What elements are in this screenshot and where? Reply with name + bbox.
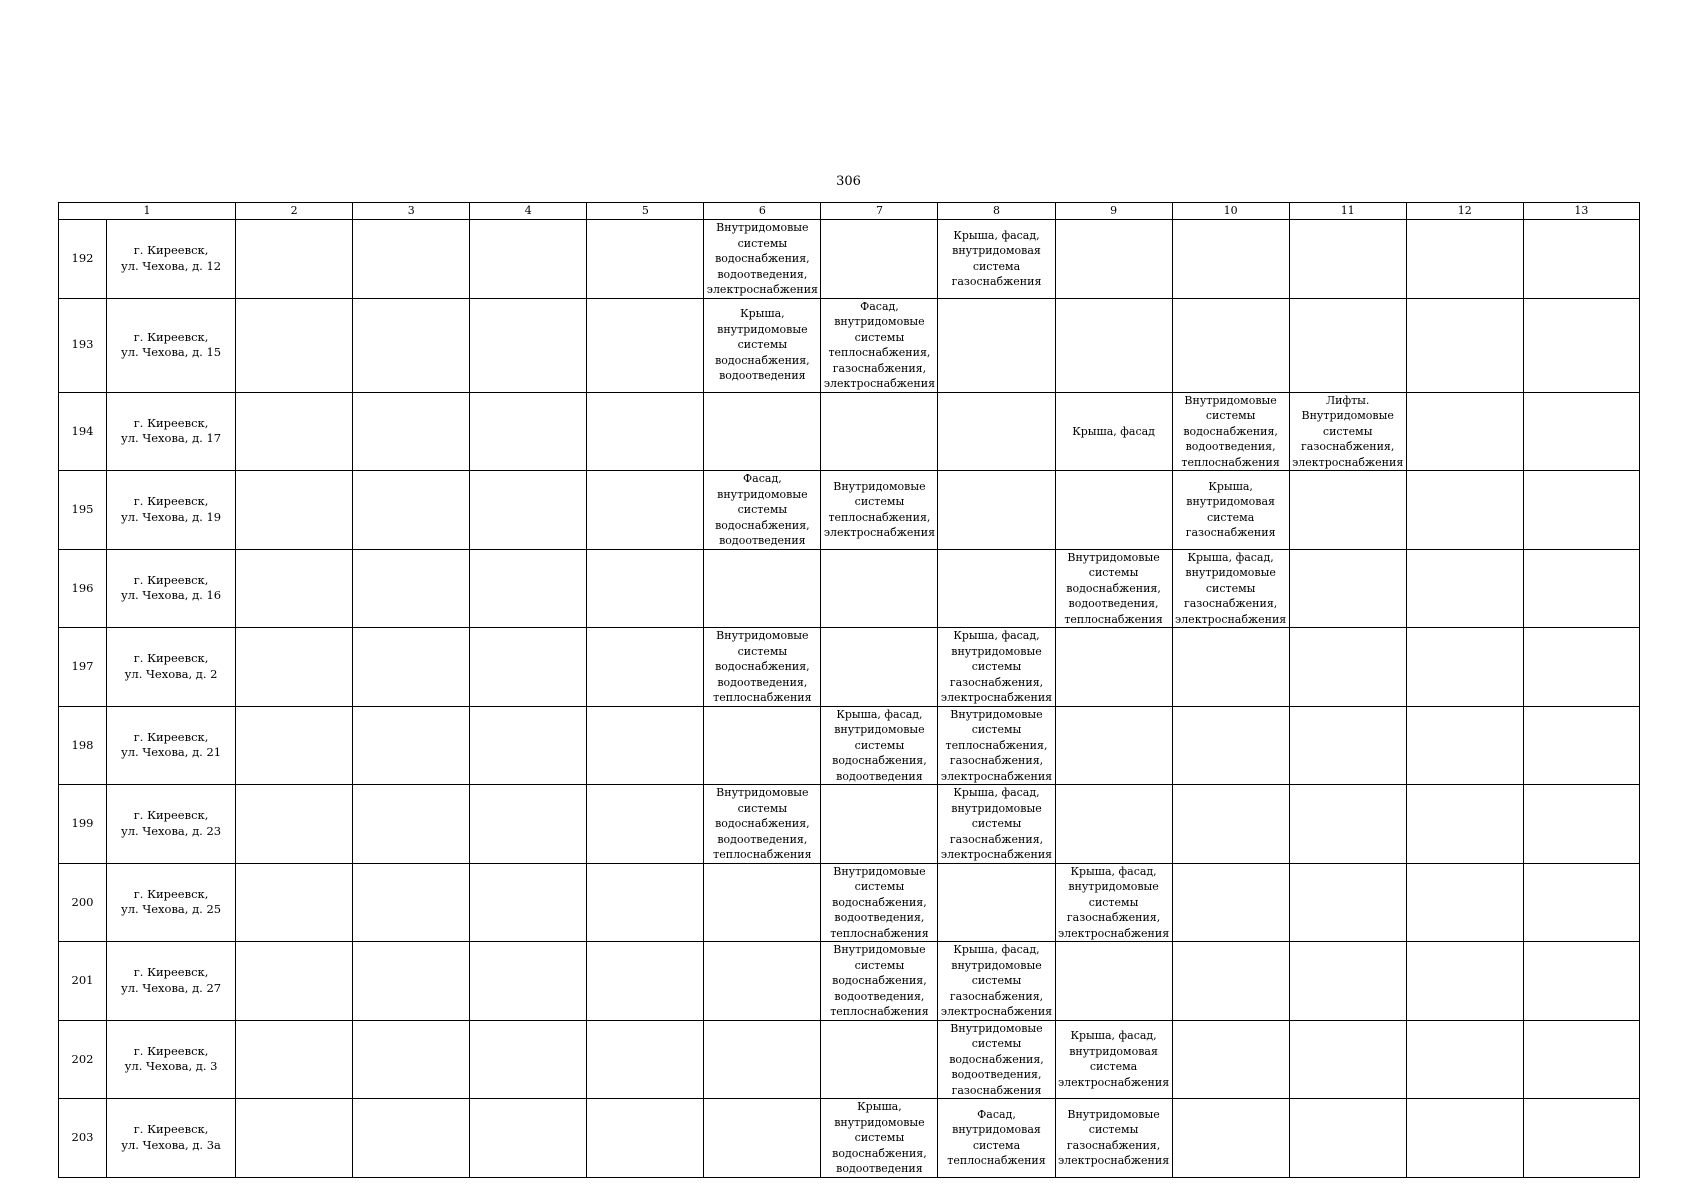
work-cell [353,785,470,864]
work-cell [704,628,821,707]
work-cell [1055,549,1172,628]
address-line: ул. Чехова, д. 23 [120,823,222,838]
column-header: 13 [1523,203,1639,220]
work-cell [1523,471,1639,550]
work-cell [1172,1099,1289,1178]
row-number: 201 [59,942,107,1021]
work-cell [704,785,821,864]
work-cell [938,706,1055,785]
work-cell [236,220,353,299]
table-row [59,471,1640,550]
table-row [59,863,1640,942]
column-header: 9 [1055,203,1172,220]
address-line: ул. Чехова, д. 2 [124,666,218,681]
work-cell [1406,392,1523,471]
work-cell [587,298,704,392]
work-cell [470,1099,587,1178]
work-cell [1406,785,1523,864]
table-row [59,549,1640,628]
column-header: 2 [236,203,353,220]
work-cell [1172,471,1289,550]
work-cell [704,1099,821,1178]
work-cell [704,298,821,392]
work-description: Внутридомовые системы водоснабжения, водоотведения, теплоснабжения [713,786,812,861]
work-cell [236,298,353,392]
work-cell [1055,1020,1172,1099]
table-row [59,1099,1640,1178]
work-cell [353,549,470,628]
work-cell [938,298,1055,392]
table-row [59,220,1640,299]
table-row [59,392,1640,471]
table-body [59,220,1640,1178]
work-cell [821,220,938,299]
work-cell [353,942,470,1021]
repair-schedule-table [58,202,1640,1178]
work-cell [587,1099,704,1178]
work-cell [704,549,821,628]
row-number: 202 [59,1020,107,1099]
work-cell [470,706,587,785]
address-cell [107,942,236,1021]
work-cell [1523,863,1639,942]
work-cell [353,392,470,471]
work-description: Внутридомовые системы водоснабжения, водоотведения, газоснабжения [949,1021,1044,1097]
table-row [59,706,1640,785]
work-cell [938,785,1055,864]
work-cell [821,863,938,942]
table-row [59,298,1640,392]
work-cell [1055,471,1172,550]
work-cell [1406,220,1523,299]
column-header: 8 [938,203,1055,220]
work-cell [704,863,821,942]
address-line: г. Киреевск, [133,886,209,901]
work-description: Внутридомовые системы газоснабжения, электроснабжения [1057,1107,1170,1168]
table-row [59,942,1640,1021]
address-line: г. Киреевск, [133,243,209,258]
work-cell [1172,1020,1289,1099]
work-cell [1055,706,1172,785]
address-cell [107,706,236,785]
column-header: 12 [1406,203,1523,220]
column-header: 3 [353,203,470,220]
work-description: Крыша, фасад, внутридомовая система газоснабжения [951,228,1042,289]
address-line: г. Киреевск, [133,729,209,744]
work-cell [470,785,587,864]
work-cell [821,1099,938,1178]
work-cell [1523,942,1639,1021]
work-cell [1055,220,1172,299]
address-line: ул. Чехова, д. 3 [124,1059,218,1074]
work-cell [821,549,938,628]
work-cell [821,298,938,392]
work-cell [1406,1020,1523,1099]
work-description: Фасад, внутридомовая система теплоснабжения [947,1107,1046,1168]
work-cell [938,471,1055,550]
address-cell [107,549,236,628]
work-cell [236,706,353,785]
address-cell [107,298,236,392]
work-description: Фасад, внутридомовые системы водоснабжения, водоотведения [715,472,810,547]
address-line: ул. Чехова, д. 16 [120,588,222,603]
work-cell [587,392,704,471]
address-line: ул. Чехова, д. 19 [120,509,222,524]
work-cell [1523,785,1639,864]
work-cell [1289,220,1406,299]
work-cell [353,628,470,707]
work-cell [938,392,1055,471]
address-cell [107,628,236,707]
work-cell [236,942,353,1021]
work-cell [1055,863,1172,942]
work-cell [1172,863,1289,942]
work-cell [587,1020,704,1099]
work-cell [1289,706,1406,785]
work-cell [470,298,587,392]
work-cell [821,628,938,707]
work-cell [587,785,704,864]
work-description: Крыша, фасад, внутридомовые системы газоснабжения, электроснабжения [1057,864,1170,940]
page-number: 306 [836,174,861,189]
address-line: ул. Чехова, д. 25 [120,902,222,917]
work-cell [587,863,704,942]
work-cell [1055,942,1172,1021]
work-cell [938,1020,1055,1099]
work-cell [1172,392,1289,471]
work-description: Внутридомовые системы водоснабжения, водоотведения, теплоснабжения [830,943,929,1018]
work-cell [587,549,704,628]
address-line: г. Киреевск, [133,415,209,430]
work-cell [1055,785,1172,864]
work-cell [704,942,821,1021]
address-cell [107,1020,236,1099]
column-header: 4 [470,203,587,220]
work-cell [353,471,470,550]
column-header: 10 [1172,203,1289,220]
table-row [59,628,1640,707]
address-line: г. Киреевск, [133,1043,209,1058]
work-cell [353,1020,470,1099]
work-cell [470,220,587,299]
work-cell [1289,628,1406,707]
work-cell [1406,549,1523,628]
work-description: Внутридомовые системы водоснабжения, водоотведения, теплоснабжения [1181,393,1280,469]
work-cell [1172,298,1289,392]
table-row [59,785,1640,864]
work-description: Лифты. Внутридомовые системы газоснабжения, электроснабжения [1292,393,1404,469]
work-cell [704,706,821,785]
work-description: Крыша, фасад, внутридомовые системы водоснабжения, водоотведения [832,707,927,783]
table-row [59,1020,1640,1099]
work-cell [236,785,353,864]
work-cell [938,863,1055,942]
address-line: г. Киреевск, [133,572,209,587]
address-line: ул. Чехова, д. 12 [120,258,222,273]
work-description: Фасад, внутридомовые системы теплоснабжения, газоснабжения, электроснабжения [823,299,936,390]
address-line: г. Киреевск, [133,494,209,509]
work-cell [1406,628,1523,707]
row-number: 197 [59,628,107,707]
column-number-row [59,203,1640,220]
address-cell [107,392,236,471]
work-description: Крыша, внутридомовые системы водоснабжения, водоотведения [832,1100,927,1175]
address-cell [107,220,236,299]
address-line: ул. Чехова, д. 3а [121,1137,221,1152]
work-cell [821,942,938,1021]
address-line: г. Киреевск, [133,808,209,823]
address-line: ул. Чехова, д. 21 [120,745,222,760]
work-cell [1523,549,1639,628]
work-cell [587,471,704,550]
row-number: 193 [59,298,107,392]
work-cell [236,628,353,707]
work-cell [353,863,470,942]
work-cell [1055,298,1172,392]
work-cell [236,1099,353,1178]
work-description: Внутридомовые системы водоснабжения, водоотведения, электроснабжения [706,221,818,296]
work-cell [470,863,587,942]
work-description: Внутридомовые системы теплоснабжения, газоснабжения, электроснабжения [940,707,1053,783]
work-cell [1523,1099,1639,1178]
work-cell [821,1020,938,1099]
column-header: 7 [821,203,938,220]
work-cell [1055,1099,1172,1178]
row-number: 192 [59,220,107,299]
work-cell [236,549,353,628]
row-number: 199 [59,785,107,864]
address-line: г. Киреевск, [133,1122,209,1137]
address-line: г. Киреевск, [133,329,209,344]
work-cell [236,392,353,471]
work-cell [1406,706,1523,785]
work-cell [1172,942,1289,1021]
work-cell [704,220,821,299]
work-cell [587,220,704,299]
address-cell [107,1099,236,1178]
work-cell [821,706,938,785]
work-cell [587,706,704,785]
column-header: 6 [704,203,821,220]
address-cell [107,863,236,942]
work-description: Крыша, фасад [1072,424,1155,438]
work-cell [704,1020,821,1099]
work-cell [470,628,587,707]
work-cell [1289,863,1406,942]
work-cell [1289,298,1406,392]
work-cell [1523,1020,1639,1099]
work-cell [1289,1020,1406,1099]
work-description: Внутридомовые системы водоснабжения, водоотведения, теплоснабжения [830,864,929,940]
row-number: 195 [59,471,107,550]
work-cell [236,1020,353,1099]
work-cell [1289,471,1406,550]
work-cell [1406,863,1523,942]
address-line: ул. Чехова, д. 15 [120,345,222,359]
work-cell [1172,785,1289,864]
work-cell [938,1099,1055,1178]
work-cell [1406,298,1523,392]
address-line: г. Киреевск, [133,651,209,666]
work-description: Крыша, фасад, внутридомовые системы газоснабжения, электроснабжения [940,943,1053,1018]
work-cell [1055,392,1172,471]
work-description: Внутридомовые системы теплоснабжения, электроснабжения [823,479,936,540]
work-cell [1406,1099,1523,1178]
address-line: ул. Чехова, д. 17 [120,431,222,446]
column-header: 11 [1289,203,1406,220]
work-description: Внутридомовые системы водоснабжения, водоотведения, теплоснабжения [713,629,812,704]
work-cell [1289,1099,1406,1178]
work-cell [938,220,1055,299]
table-header [59,203,1640,220]
work-cell [470,942,587,1021]
address-cell [107,471,236,550]
work-cell [1289,392,1406,471]
work-description: Внутридомовые системы водоснабжения, водоотведения, теплоснабжения [1064,550,1163,626]
work-cell [1055,628,1172,707]
work-description: Крыша, фасад, внутридомовая система электроснабжения [1057,1029,1170,1089]
work-cell [470,392,587,471]
work-cell [1172,706,1289,785]
work-cell [1523,628,1639,707]
work-cell [587,628,704,707]
work-cell [938,628,1055,707]
row-number: 203 [59,1099,107,1178]
work-cell [1523,298,1639,392]
work-cell [1289,549,1406,628]
work-cell [1172,549,1289,628]
work-cell [704,392,821,471]
address-line: ул. Чехова, д. 27 [120,980,222,995]
work-cell [1172,220,1289,299]
work-cell [353,706,470,785]
work-description: Крыша, внутридомовые системы водоснабжения, водоотведения [715,307,810,383]
work-cell [236,863,353,942]
column-header: 5 [587,203,704,220]
work-cell [236,471,353,550]
work-cell [1523,392,1639,471]
work-cell [821,471,938,550]
work-cell [938,549,1055,628]
column-header: 1 [59,203,236,220]
row-number: 194 [59,392,107,471]
work-cell [1523,220,1639,299]
work-cell [587,942,704,1021]
row-number: 196 [59,549,107,628]
work-cell [353,298,470,392]
work-cell [353,1099,470,1178]
work-cell [470,471,587,550]
address-cell [107,785,236,864]
work-cell [353,220,470,299]
work-cell [1523,706,1639,785]
work-cell [821,785,938,864]
work-cell [938,942,1055,1021]
row-number: 198 [59,706,107,785]
work-cell [470,549,587,628]
work-description: Крыша, фасад, внутридомовые системы газоснабжения, электроснабжения [940,629,1053,704]
work-cell [821,392,938,471]
work-description: Крыша, фасад, внутридомовые системы газоснабжения, электроснабжения [940,786,1053,861]
work-cell [1289,942,1406,1021]
work-cell [1172,628,1289,707]
work-description: Крыша, фасад, внутридомовые системы газоснабжения, электроснабжения [1175,550,1287,626]
work-cell [470,1020,587,1099]
work-cell [1406,471,1523,550]
work-cell [1289,785,1406,864]
row-number: 200 [59,863,107,942]
work-cell [1406,942,1523,1021]
work-cell [704,471,821,550]
work-description: Крыша, внутридомовая система газоснабжения [1185,479,1276,540]
address-line: г. Киреевск, [133,965,209,980]
